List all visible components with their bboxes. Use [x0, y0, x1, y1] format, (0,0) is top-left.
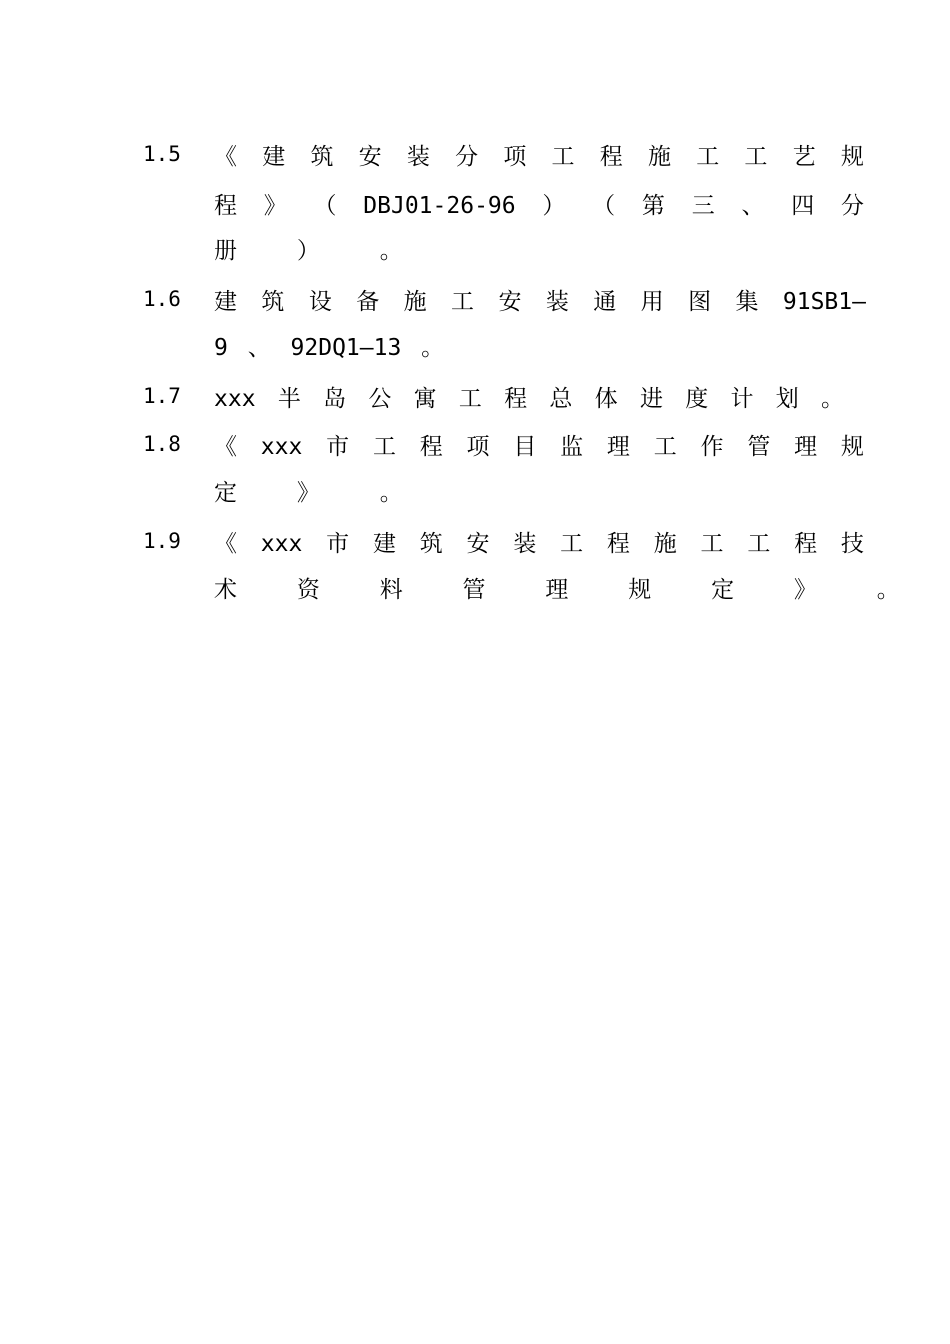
text-token: 计: [730, 386, 754, 412]
text-token: 技: [840, 531, 864, 557]
text-token: 工: [451, 289, 475, 315]
text-token: 《: [214, 531, 237, 557]
text-token: 《: [214, 434, 237, 460]
text-token: 工: [458, 386, 482, 412]
text-token: 施: [403, 289, 427, 315]
item-number: 1.8: [143, 432, 181, 456]
item-text-line: [214, 287, 866, 317]
text-token: 图: [688, 289, 712, 315]
text-token: 作: [700, 434, 724, 460]
item-text-line: [214, 529, 864, 559]
text-token: 施: [653, 531, 677, 557]
text-token: 安: [498, 289, 522, 315]
text-token: 筑: [419, 531, 443, 557]
text-token: 工: [747, 531, 771, 557]
text-token: 市: [326, 531, 350, 557]
text-token: 集: [735, 289, 759, 315]
text-token: 工: [653, 434, 677, 460]
text-token: 监: [560, 434, 584, 460]
text-token: 工: [744, 144, 768, 170]
text-token: 工: [560, 531, 584, 557]
text-token: 程: [794, 531, 818, 557]
text-token: 建: [372, 531, 396, 557]
text-token: 装: [513, 531, 537, 557]
text-token: 寓: [413, 386, 437, 412]
text-token: 度: [685, 386, 709, 412]
item-text-line: 9 、 92DQ1—13 。: [214, 335, 445, 361]
text-token: 市: [326, 434, 350, 460]
text-token: 艺: [792, 144, 816, 170]
text-token: （: [592, 193, 616, 219]
text-token: 规: [840, 144, 864, 170]
text-token: 建: [214, 289, 237, 315]
text-token: 进: [639, 386, 663, 412]
text-token: 筑: [310, 144, 334, 170]
text-token: 总: [549, 386, 573, 412]
text-token: 工: [372, 434, 396, 460]
text-token: 程: [214, 193, 237, 219]
text-token: 工: [700, 531, 724, 557]
text-token: 程: [504, 386, 528, 412]
text-token: 划: [775, 386, 799, 412]
text-token: 建: [262, 144, 286, 170]
text-token: xxx: [214, 386, 256, 412]
text-token: 。: [821, 386, 844, 412]
text-token: 通: [593, 289, 617, 315]
text-token: xxx: [260, 531, 303, 557]
text-token: 91SB1—: [782, 289, 866, 315]
item-number: 1.9: [143, 529, 181, 553]
text-token: 安: [466, 531, 490, 557]
text-token: 规: [840, 434, 864, 460]
item-number: 1.7: [143, 384, 181, 408]
text-token: 四: [791, 193, 815, 219]
text-token: 》: [263, 193, 287, 219]
text-token: 工: [551, 144, 575, 170]
text-token: （: [313, 193, 337, 219]
text-token: 项: [466, 434, 490, 460]
text-token: 理: [794, 434, 818, 460]
text-token: 目: [513, 434, 537, 460]
text-token: 程: [599, 144, 623, 170]
text-token: 程: [419, 434, 443, 460]
item-number: 1.5: [143, 142, 181, 166]
item-number: 1.6: [143, 287, 181, 311]
item-text-line: 定 》 。: [214, 480, 426, 506]
text-token: 筑: [261, 289, 285, 315]
item-text-line: 册 ） 。: [214, 238, 426, 264]
text-token: 体: [594, 386, 618, 412]
text-token: 程: [606, 531, 630, 557]
text-token: 用: [640, 289, 664, 315]
item-text-line: [214, 142, 864, 172]
text-token: 工: [696, 144, 720, 170]
text-token: 装: [406, 144, 430, 170]
text-token: 三: [691, 193, 715, 219]
text-token: 半: [277, 386, 301, 412]
text-token: DBJ01-26-96: [363, 193, 516, 219]
text-token: 理: [606, 434, 630, 460]
text-token: 岛: [323, 386, 347, 412]
text-token: 装: [545, 289, 569, 315]
text-token: 《: [214, 144, 237, 170]
text-token: 设: [308, 289, 332, 315]
text-token: 、: [741, 193, 765, 219]
text-token: 安: [358, 144, 382, 170]
item-text-line: [214, 191, 864, 221]
text-token: 项: [503, 144, 527, 170]
text-token: 第: [641, 193, 665, 219]
item-text-line: [214, 384, 844, 414]
text-token: xxx: [260, 434, 303, 460]
text-token: 管: [747, 434, 771, 460]
text-token: 施: [647, 144, 671, 170]
text-token: 备: [356, 289, 380, 315]
text-token: 公: [368, 386, 392, 412]
text-token: 分: [455, 144, 479, 170]
text-token: 分: [840, 193, 864, 219]
item-text-line: [214, 432, 864, 462]
item-text-line: 术 资 料 管 理 规 定 》 。: [214, 577, 923, 603]
text-token: ）: [542, 193, 566, 219]
